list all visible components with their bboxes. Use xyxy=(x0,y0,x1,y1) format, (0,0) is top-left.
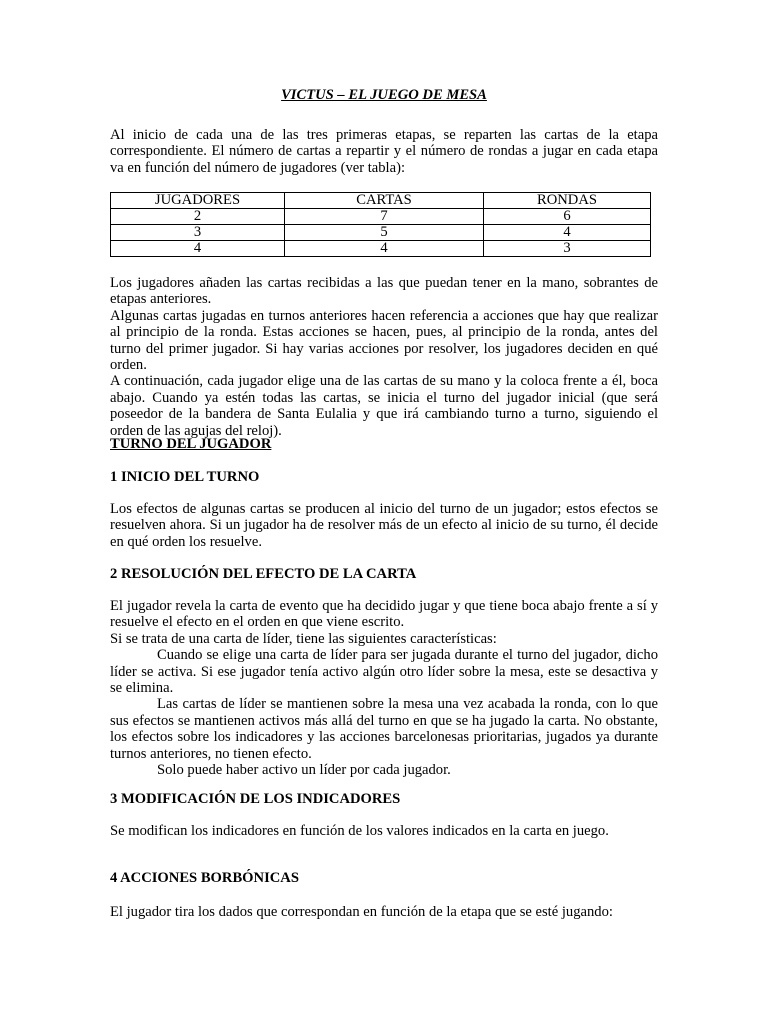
table-cell: 5 xyxy=(285,225,484,241)
section-2-reveal: El jugador revela la carta de evento que ha decidido jugar y que tiene boca abajo frente a sí y resuelve el efecto en el orden en que viene escrito. xyxy=(110,598,658,631)
table-cell: 3 xyxy=(111,225,285,241)
header-jugadores: JUGADORES xyxy=(111,193,285,209)
section-1-text: Los efectos de algunas cartas se producen al inicio del turno de un jugador; estos efectos se resuelven ahora. Si un jugador ha de resolver más de un efecto al inicio de su turno, él decide en qué orden los resuelve. xyxy=(110,501,658,550)
section-2-leader-limit: Solo puede haber activo un líder por cada jugador. xyxy=(157,762,451,779)
table-row xyxy=(111,209,651,225)
table-cell: 6 xyxy=(484,209,651,225)
section-2-leader-intro: Si se trata de una carta de líder, tiene las siguientes características: xyxy=(110,630,497,647)
section-1-heading: 1 INICIO DEL TURNO xyxy=(110,469,260,485)
paragraph-hand: Los jugadores añaden las cartas recibidas a las que puedan tener en la mano, sobrantes de etapas anteriores. xyxy=(110,275,658,308)
table-row xyxy=(111,241,651,257)
table-cell: 2 xyxy=(111,209,285,225)
paragraph-previous-actions: Algunas cartas jugadas en turnos anteriores hacen referencia a acciones que hay que realizar al principio de la ronda. Estas acciones se hacen, pues, al principio de la ronda, antes del turno del primer jugador. Si hay varias acciones por resolver, los jugadores deciden en qué orden. xyxy=(110,307,658,374)
table-cell: 4 xyxy=(111,241,285,257)
setup-text xyxy=(110,275,658,439)
table-cell: 4 xyxy=(285,241,484,257)
table-cell: 4 xyxy=(484,225,651,241)
section-2-leader-activate: Cuando se elige una carta de líder para ser jugada durante el turno del jugador, dicho líder se activa. Si ese jugador tenía activo algún otro líder sobre la mesa, este se desactiva y se elimina. xyxy=(110,647,658,697)
section-3-text: Se modifican los indicadores en función de los valores indicados en la carta en juego. xyxy=(110,823,609,839)
header-cartas: CARTAS xyxy=(285,193,484,209)
header-rondas: RONDAS xyxy=(484,193,651,209)
section-3-heading: 3 MODIFICACIÓN DE LOS INDICADORES xyxy=(110,791,401,807)
intro-paragraph: Al inicio de cada una de las tres primeras etapas, se reparten las cartas de la etapa correspondiente. El número de cartas a repartir y el número de rondas a jugar en cada etapa va en función del número de jugadores (ver tabla): xyxy=(110,127,658,176)
section-4-heading: 4 ACCIONES BORBÓNICAS xyxy=(110,870,299,886)
paragraph-turn-order: A continuación, cada jugador elige una de las cartas de su mano y la coloca frente a él, boca abajo. Cuando ya estén todas las cartas, se inicia el turno del jugador inicial (que será poseedor de la bandera de Santa Eulalia y que irá cambiando turno a turno, siguiendo el orden de las agujas del reloj). xyxy=(110,373,658,439)
table-cell: 7 xyxy=(285,209,484,225)
table-cell: 3 xyxy=(484,241,651,257)
table-row xyxy=(111,225,651,241)
players-table xyxy=(110,192,651,257)
section-2-text xyxy=(110,598,658,778)
section-4-text: El jugador tira los dados que correspondan en función de la etapa que se esté jugando: xyxy=(110,904,613,920)
document-title: VICTUS – EL JUEGO DE MESA xyxy=(281,87,487,103)
section-2-leader-persist: Las cartas de líder se mantienen sobre la mesa una vez acabada la ronda, con lo que sus efectos se mantienen activos más allá del turno en que se ha jugado la carta. No obstante, los efectos sobre los indicadores y las acciones barcelonesas prioritarias, jugados ya durante turnos anteriores, no tienen efecto. xyxy=(110,696,658,762)
section-2-heading: 2 RESOLUCIÓN DEL EFECTO DE LA CARTA xyxy=(110,566,417,582)
turno-heading: TURNO DEL JUGADOR xyxy=(110,436,272,452)
table-header-row xyxy=(111,193,651,209)
